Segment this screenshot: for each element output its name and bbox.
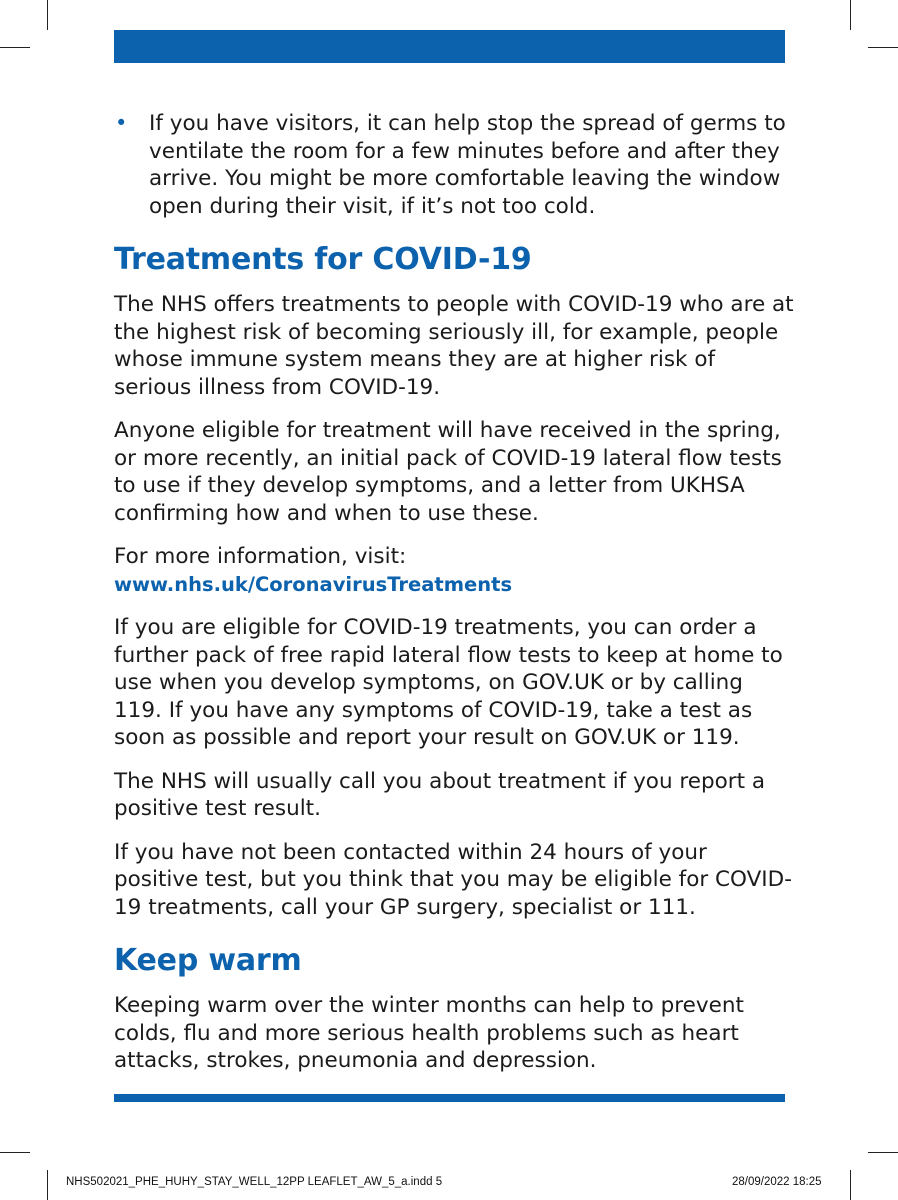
bullet-icon: • xyxy=(115,111,128,135)
crop-mark xyxy=(0,47,30,48)
crop-mark xyxy=(868,1152,898,1153)
footer-file-name: NHS502021_PHE_HUHY_STAY_WELL_12PP LEAFLET_AW_5_a.indd 5 xyxy=(66,1176,443,1188)
crop-mark xyxy=(0,1152,30,1153)
paragraph: If you have not been contacted within 24 hours of your positive test, but you think that you may be eligible for COVID-19 treatments, call your GP surgery, specialist or 111. xyxy=(114,839,792,920)
list-item xyxy=(114,110,794,220)
section-heading-keep-warm: Keep warm xyxy=(114,943,302,978)
paragraph: The NHS will usually call you about treatment if you report a positive test result. xyxy=(114,768,766,821)
page-content xyxy=(114,110,794,1075)
crop-mark xyxy=(47,0,48,30)
crop-mark xyxy=(47,1170,48,1200)
crop-mark xyxy=(868,47,898,48)
more-info-label: For more information, visit: xyxy=(114,544,407,569)
header-bar xyxy=(114,30,785,63)
paragraph: The NHS offers treatments to people with COVID-19 who are at the highest risk of becoming seriously ill, for example, people whose immune system means they are at higher risk of serious illness from COVID-19. xyxy=(114,292,794,400)
paragraph: Keeping warm over the winter months can help to prevent colds, flu and more serious health problems such as heart attacks, strokes, pneumonia and depression. xyxy=(114,993,744,1073)
section-heading-treatments: Treatments for COVID-19 xyxy=(114,242,532,277)
treatments-link[interactable]: www.nhs.uk/CoronavirusTreatments xyxy=(114,572,513,596)
paragraph: If you are eligible for COVID-19 treatments, you can order a further pack of free rapid lateral flow tests to keep at home to use when you develop symptoms, on GOV.UK or by calling 119. If you have any symptoms of COVID-19, take a test as soon as possible and report your result on GOV.UK or 119. xyxy=(114,615,783,750)
footer-rule xyxy=(114,1094,785,1102)
crop-mark xyxy=(850,0,851,30)
paragraph: Anyone eligible for treatment will have received in the spring, or more recently, an initial pack of COVID-19 lateral flow tests to use if they develop symptoms, and a letter from UKHSA confirming how and when to use these. xyxy=(114,418,782,526)
bullet-text: If you have visitors, it can help stop the spread of germs to ventilate the room for a few minutes before and after they arrive. You might be more comfortable leaving the window open during their visit, if it’s not too cold. xyxy=(149,111,786,219)
crop-mark xyxy=(850,1170,851,1200)
footer-datetime: 28/09/2022 18:25 xyxy=(732,1176,822,1188)
